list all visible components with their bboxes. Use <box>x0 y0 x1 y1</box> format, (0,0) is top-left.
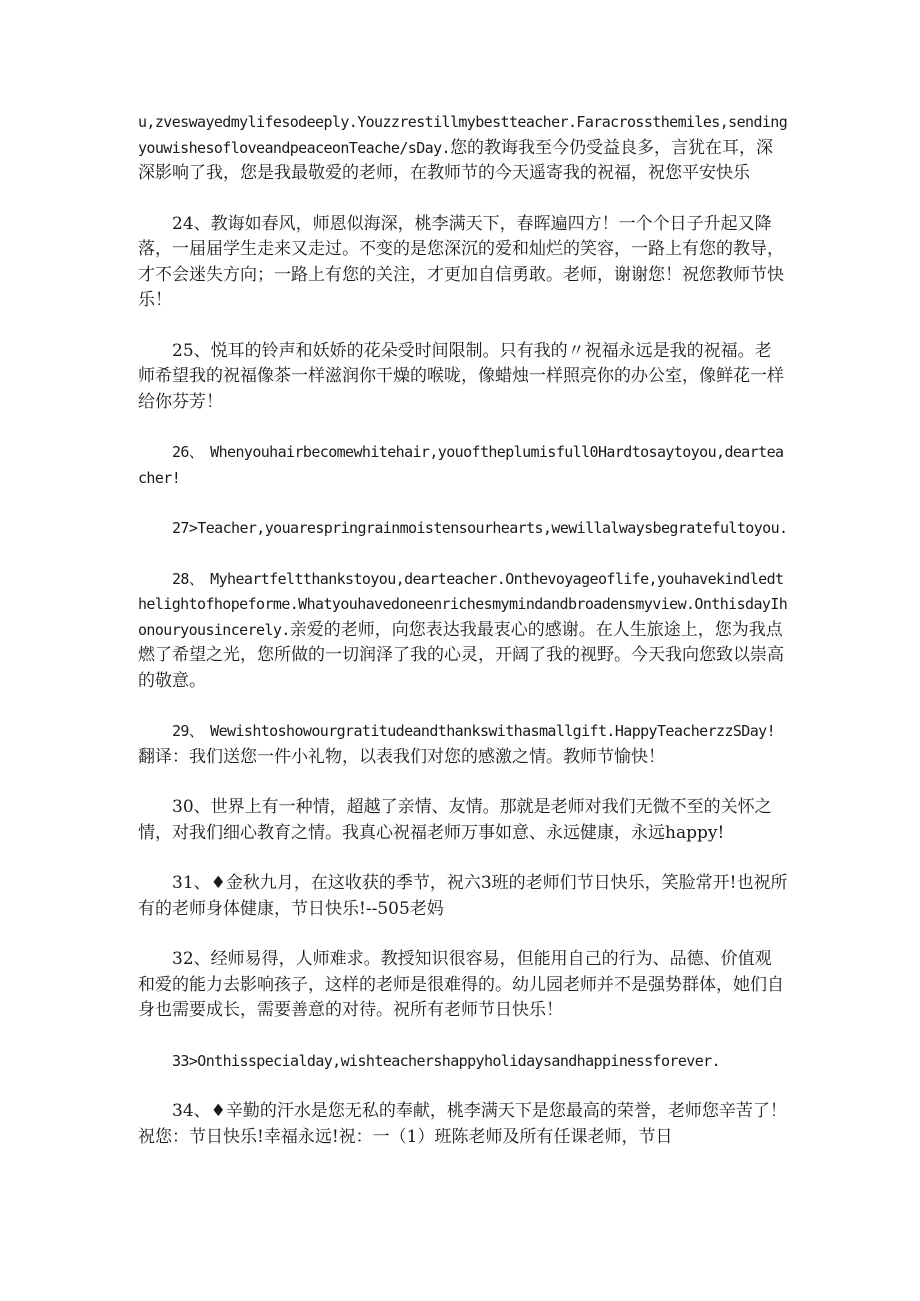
paragraph-26: 26、 Whenyouhairbecomewhitehair,youoftheplumisfull0Hardtosaytoyou,dearteacher! <box>138 443 784 487</box>
paragraph-34: 34、♦辛勤的汗水是您无私的奉献，桃李满天下是您最高的荣誉，老师您辛苦了！祝您：节日快乐!幸福永远!祝：一（1）班陈老师及所有任课老师，节日 <box>138 1101 787 1147</box>
paragraph-24: 24、教诲如春风，师恩似海深，桃李满天下，春晖遍四方！一个个日子升起又降落，一届届学生走来又走过。不变的是您深沉的爱和灿烂的笑容，一路上有您的教导，才不会迷失方向；一路上有您的关注，才更加自信勇敢。老师，谢谢您！祝您教师节快乐！ <box>138 213 784 310</box>
paragraph-chinese-text: 亲爱的老师，向您表达我最衷心的感谢。在人生旅途上，您为我点燃了希望之光，您所做的一切润泽了我的心灵，开阔了我的视野。今天我向您致以崇高的敬意。 <box>138 619 784 691</box>
paragraph-english-text: 29、 Wewishtoshowourgratitudeandthankswithasmallgift.HappyTeacherzzSDay! <box>172 722 776 740</box>
paragraph-33: 33>Onthisspecialday,wishteachershappyholidaysandhappinessforever. <box>172 1051 721 1070</box>
paragraph-29 <box>138 719 788 770</box>
document-body <box>138 110 788 1175</box>
paragraph-chinese-text: 翻译：我们送您一件小礼物，以表我们对您的感激之情。教师节愉快！ <box>138 746 665 767</box>
paragraph-30: 30、世界上有一种情，超越了亲情、友情。那就是老师对我们无微不至的关怀之情，对我们细心教育之情。我真心祝福老师万事如意、永远健康，永远happy! <box>138 797 772 843</box>
paragraph-32: 32、经师易得，人师难求。教授知识很容易，但能用自己的行为、品德、价值观和爱的能力去影响孩子，这样的老师是很难得的。幼儿园老师并不是强势群体，她们自身也需要成长，需要善意的对待。祝所有老师节日快乐！ <box>138 949 784 1020</box>
paragraph-english-text: 28、 Myheartfeltthankstoyou,dearteacher.Onthevoyageoflife,youhavekindledthelightofhopeforme.Whatyouhavedoneenrichesmymindandbroadensmyview.OnthisdayIhonouryousincerely. <box>138 569 788 639</box>
paragraph-english-text: u,zveswayedmylifesodeeply.Youzzrestillmybestteacher.Faracrossthemiles,sendingyouwishesofloveandpeaceonTeache/sDay. <box>138 113 788 157</box>
paragraph-28 <box>138 567 788 695</box>
paragraph-23-continued <box>138 110 788 187</box>
paragraph-27: 27>Teacher,youarespringrainmoistensourhearts,wewillalwaysbegratefultoyou. <box>172 519 788 537</box>
paragraph-25: 25、悦耳的铃声和妖娇的花朵受时间限制。只有我的〃祝福永远是我的祝福。老师希望我的祝福像茶一样滋润你干燥的喉咙，像蜡烛一样照亮你的办公室，像鲜花一样给你芬芳！ <box>138 340 784 412</box>
paragraph-chinese-text: 您的教诲我至今仍受益良多，言犹在耳，深深影响了我，您是我最敬爱的老师，在教师节的今天遥寄我的祝福，祝您平安快乐 <box>138 137 773 183</box>
paragraph-31: 31、♦金秋九月，在这收获的季节，祝六3班的老师们节日快乐，笑脸常开!也祝所有的老师身体健康，节日快乐!--505老妈 <box>138 873 788 919</box>
